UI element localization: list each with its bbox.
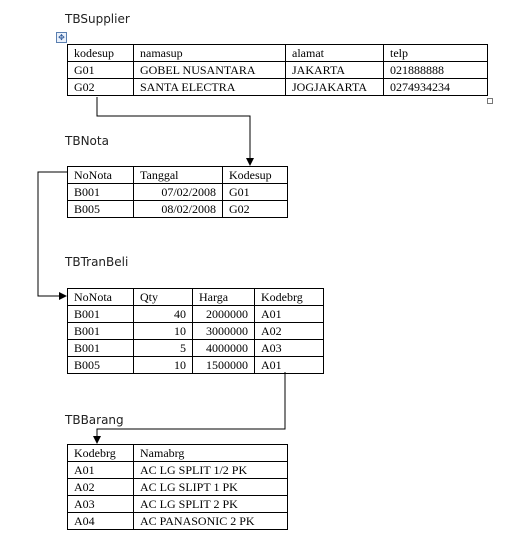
tranbeli-to-barang-arrow [97, 372, 285, 443]
table-cell: 1500000 [193, 357, 255, 374]
supplier-to-nota-arrow [97, 97, 250, 165]
table-cell: AC LG SLIPT 1 PK [134, 479, 288, 496]
table-cell: 10 [134, 323, 193, 340]
nota-to-tranbeli-arrow [38, 172, 67, 296]
header-cell: Harga [193, 289, 255, 306]
table-cell: AC PANASONIC 2 PK [134, 513, 288, 530]
table-cell: A01 [255, 357, 324, 374]
header-cell: Kodesup [223, 167, 288, 184]
tbsupplier-title: TBSupplier [65, 12, 130, 26]
header-cell: alamat [286, 45, 384, 62]
table-cell: 021888888 [384, 62, 488, 79]
table-cell: A04 [68, 513, 134, 530]
header-cell: Namabrg [134, 445, 288, 462]
header-cell: namasup [134, 45, 286, 62]
table-cell: 2000000 [193, 306, 255, 323]
table-cell: B001 [68, 323, 134, 340]
table-cell: JAKARTA [286, 62, 384, 79]
table-cell: G02 [223, 201, 288, 218]
table-cell: A02 [255, 323, 324, 340]
table-cell: AC LG SPLIT 1/2 PK [134, 462, 288, 479]
table-cell: 3000000 [193, 323, 255, 340]
table-cell: A01 [68, 462, 134, 479]
table-cell: 08/02/2008 [134, 201, 223, 218]
table-cell: A01 [255, 306, 324, 323]
header-cell: NoNota [68, 289, 134, 306]
header-cell: Kodebrg [255, 289, 324, 306]
table-cell: JOGJAKARTA [286, 79, 384, 96]
table-cell: SANTA ELECTRA [134, 79, 286, 96]
table-cell: G01 [68, 62, 134, 79]
table-cell: 10 [134, 357, 193, 374]
table-cell: G01 [223, 184, 288, 201]
table-cell: B001 [68, 184, 134, 201]
tbnota-title: TBNota [65, 134, 109, 148]
header-cell: Qty [134, 289, 193, 306]
table-cell: A03 [255, 340, 324, 357]
table-cell: A03 [68, 496, 134, 513]
table-cell: 40 [134, 306, 193, 323]
header-cell: Kodebrg [68, 445, 134, 462]
header-cell: NoNota [68, 167, 134, 184]
table-cell: 0274934234 [384, 79, 488, 96]
table-cell: B005 [68, 357, 134, 374]
header-cell: kodesup [68, 45, 134, 62]
move-arrows-icon[interactable]: ✥ [56, 32, 67, 43]
header-cell: Tanggal [134, 167, 223, 184]
table-cell: B001 [68, 306, 134, 323]
table-cell: G02 [68, 79, 134, 96]
table-cell: A02 [68, 479, 134, 496]
table-cell: 4000000 [193, 340, 255, 357]
table-cell: AC LG SPLIT 2 PK [134, 496, 288, 513]
table-cell: GOBEL NUSANTARA [134, 62, 286, 79]
tbtranbeli-title: TBTranBeli [65, 255, 129, 269]
table-cell: B001 [68, 340, 134, 357]
table-cell: B005 [68, 201, 134, 218]
table-cell: 5 [134, 340, 193, 357]
tbbarang-title: TBBarang [65, 413, 124, 427]
table-cell: 07/02/2008 [134, 184, 223, 201]
header-cell: telp [384, 45, 488, 62]
